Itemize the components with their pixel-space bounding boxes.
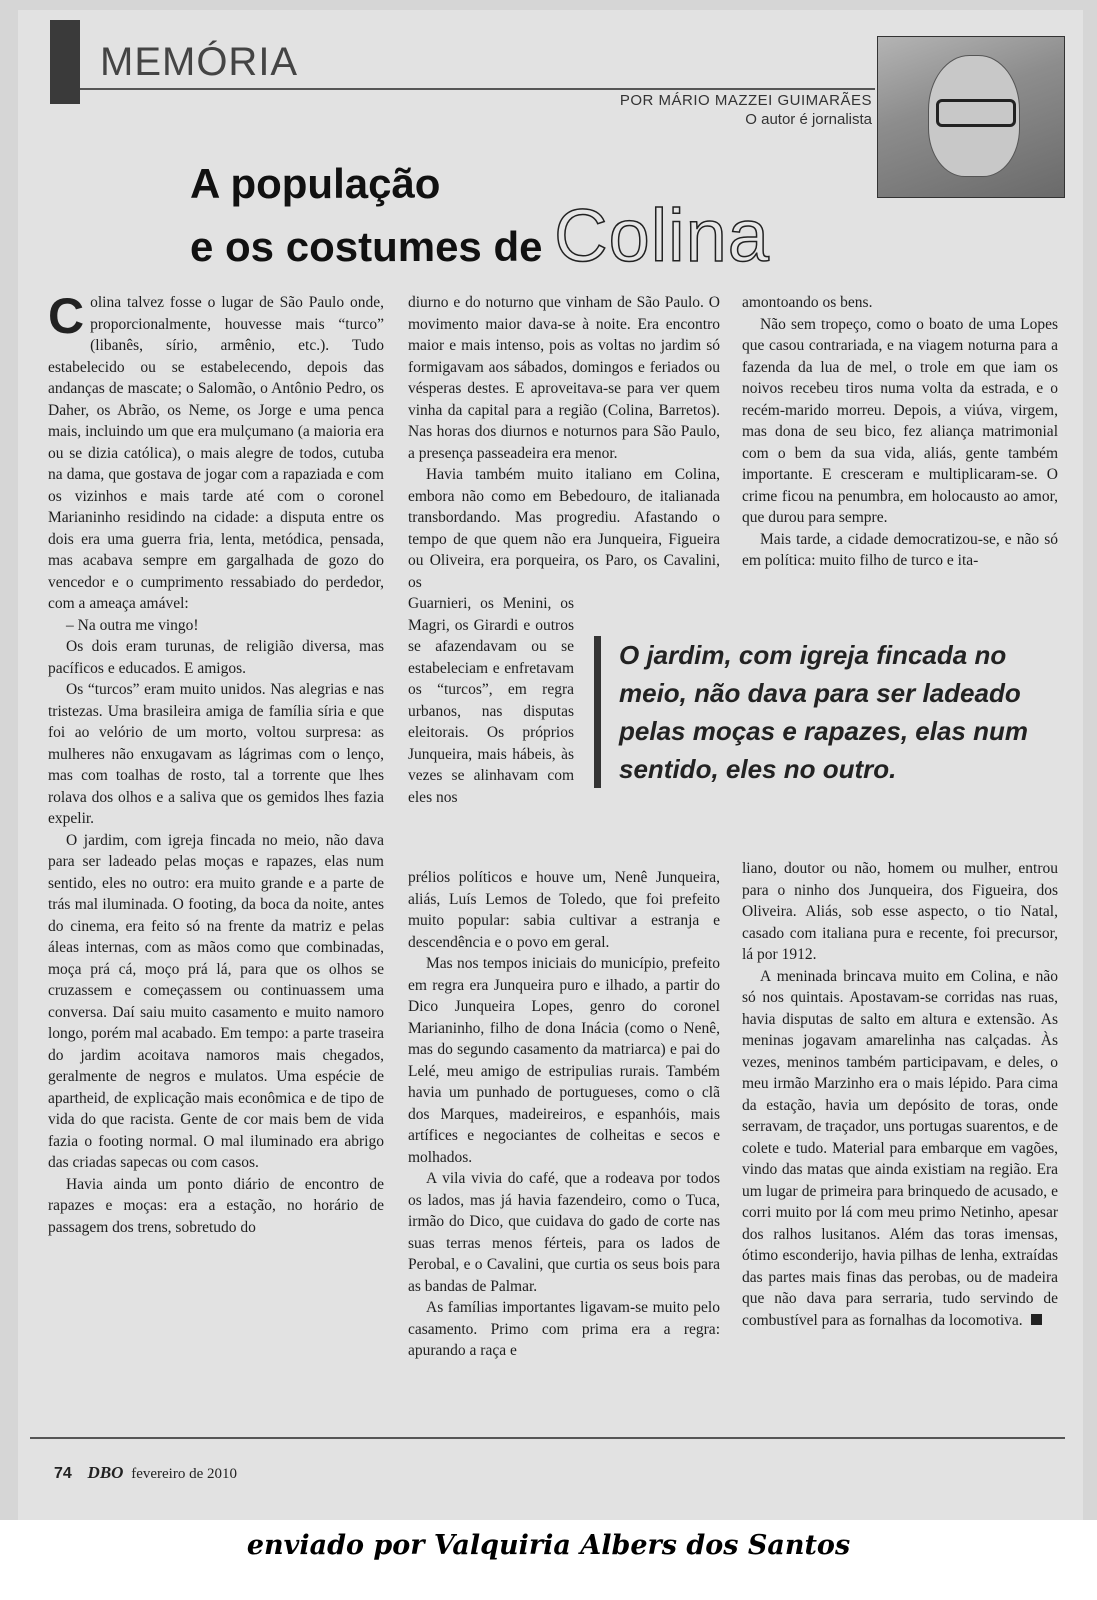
paragraph: O jardim, com igreja fincada no meio, não dava para ser ladeado pelas moças e rapazes, elas num sentido, eles no outro: era muito grande e a parte de trás mal iluminada. O footing, da boca da noite, antes do cinema, era feito só na frente da matriz e pelas áleas internas, com as mãos como que combinadas, moça prá cá, moço prá lá, para que os olhos se cruzassem e começassem ou continuassem uma conversa. Daí saiu muito casamento e muito namoro longo, porém mal acabado. Em tempo: a parte traseira do jardim acoitava namoros mais chegados, geralmente de negros e mulatos. Uma espécie de apartheid, de explicação mais econômica e de tipo de vida do que racista. Gente de cor mais bem de vida fazia o footing normal. O mal iluminado era abrigo das criadas sapecas ou com casos.	[48, 831, 384, 1171]
section-bar	[50, 20, 80, 104]
paragraph-text: A meninada brincava muito em Colina, e não só nos quintais. Apostavam-se corridas nas ruas, havia disputas de salto em altura e extensão. As meninas jogavam amarelinha nas calçadas. Às vezes, meninos também participavam, e deles, o meu irmão Marzinho era o mais lépido. Para cima da estação, havia um depósito de toras, onde serravam, de traçador, uns portugas suarentos, e de colete e tudo. Material para embarque em vagões, vindo das matas que ainda existiam na região. Era um lugar de primeira para brinquedo de acusado, e corri muito por lá com meu primo Netinho, apesar dos ralhos lusitanos. Além das toras imensas, ótimo esconderijo, havia pilhas de lenha, extraídas das partes mais finas das perobas, ou de madeira que não dava para serraria, tudo servindo de combustível para as fornalhas da locomotiva.	[742, 967, 1058, 1329]
paragraph: Não sem tropeço, como o boato de uma Lopes que casou contrariada, e na viagem noturna para a fazenda da lua de mel, o trole em que iam os noivos recebeu tiros numa volta da estrada, e o recém-marido morreu. Depois, a viúva, virgem, mas dona de seu bico, fez aliança matrimonial com o bem da sua vida, aliás, gente também importante. E cresceram e multiplicaram-se. O crime ficou na penumbra, em holocausto ao amor, que durou para sempre.	[742, 315, 1058, 526]
paragraph: Guarnieri, os Menini, os Magri, os Girardi e outros se afazendavam ou se estabeleciam e enfretavam os “turcos”, em regra urbanos, nas disputas eleitorais. Os próprios Junqueira, mais hábeis, às vezes se alinhavam com eles nos	[408, 595, 574, 806]
paragraph: Havia também muito italiano em Colina, embora não como em Bebedouro, de italianada transbordando. Mas progrediu. Afastando o tempo de que quem não era Junqueira, Figueira ou Oliveira, era porqueira, os Paro, os Cavalini, os	[408, 466, 720, 591]
issue-date: fevereiro de 2010	[131, 1466, 237, 1482]
headline-line1: A população	[190, 160, 441, 207]
author-photo	[877, 36, 1065, 198]
article-column-1	[48, 288, 384, 1238]
paragraph: Mas nos tempos iniciais do município, prefeito em regra era Junqueira puro e ilhado, a partir do Dico Junqueira Lopes, genro do coronel Marianinho, filho de dona Inácia (como o Nenê, mas do segundo casamento da matriarca) e pai do Lelé, meu amigo de estripulias rurais. Também havia um punhado de portugueses, como o clã dos Marques, madeireiros, e espanhóis, mais artífices e negociantes de colheitas e secos e molhados.	[408, 955, 720, 1166]
magazine-name: DBO	[87, 1463, 124, 1482]
dropcap: C	[48, 288, 85, 344]
pull-quote: O jardim, com igreja fincada no meio, não dava para ser ladeado pelas moças e rapazes, elas num sentido, eles no outro.	[594, 636, 1069, 788]
paragraph: liano, doutor ou não, homem ou mulher, entrou para o ninho dos Junqueira, dos Figueira, dos Oliveira. Aliás, sob esse aspecto, o tio Natal, casado com italiana pura e recente, foi precursor, lá por 1912.	[742, 860, 1058, 963]
paragraph: – Na outra me vingo!	[66, 616, 199, 634]
paragraph: Mais tarde, a cidade democratizou-se, e não só em política: muito filho de turco e ita-	[742, 530, 1058, 569]
article-column-3	[742, 292, 1058, 572]
paragraph	[48, 288, 384, 615]
author-role: O autor é jornalista	[745, 111, 872, 128]
top-rule	[80, 88, 875, 90]
end-mark	[1031, 1314, 1042, 1325]
byline	[620, 92, 872, 128]
credit-caption: enviado por Valquiria Albers dos Santos	[246, 1530, 851, 1561]
author-name: POR MÁRIO MAZZEI GUIMARÃES	[619, 92, 872, 109]
paragraph: A vila vivia do café, que a rodeava por todos os lados, mas já havia fazendeiro, como o Tuca, irmão do Dico, que cuidava do gado de corte nas suas terras menos férteis, para os lados de Perobal, e o Cavalini, que curtia os seus bois para as bandas de Palmar.	[408, 1170, 720, 1295]
paragraph: diurno e do noturno que vinham de São Paulo. O movimento maior dava-se à noite. Era encontro maior e mais intenso, pois as voltas no jardim só formigavam aos sábados, domingos e feriados ou vésperas destes. E aproveitava-se para ver quem vinha da capital para a região (Colina, Barretos). Nas horas dos diurnos e noturnos para São Paulo, a presença passeadeira era menor.	[408, 294, 720, 462]
paragraph: As famílias importantes ligavam-se muito pelo casamento. Primo com prima era a regra: apurando a raça e	[408, 1299, 720, 1359]
paragraph: Os dois eram turunas, de religião diversa, mas pacíficos e educados. E amigos.	[48, 638, 384, 677]
section-title: MEMÓRIA	[100, 40, 299, 84]
article-column-2-continued	[408, 867, 720, 1362]
author-glasses	[936, 99, 1016, 127]
headline-line2-text: e os costumes de	[190, 223, 543, 270]
page-number: 74	[54, 1465, 72, 1482]
headline	[190, 158, 770, 277]
paragraph	[742, 966, 1058, 1332]
article-column-3-continued	[742, 858, 1058, 1331]
paragraph: Havia ainda um ponto diário de encontro de rapazes e moças: era a estação, no horário de passagem dos trens, sobretudo do	[48, 1175, 384, 1236]
bottom-rule	[30, 1437, 1065, 1439]
paragraph: Os “turcos” eram muito unidos. Nas alegrias e nas tristezas. Uma brasileira amiga de família síria e que foi ao velório de um morto, voltou surpresa: as mulheres não enxugavam as lágrimas com o lenço, mas com toalhas de rosto, tal a torrente que lhes rolava dos olhos e a saliva que os gemidos lhes fazia expelir.	[48, 681, 384, 827]
headline-line2	[190, 194, 770, 277]
paragraph-text: olina talvez fosse o lugar de São Paulo onde, proporcionalmente, houvesse mais “turco” (libanês, sírio, armênio, etc.). Tudo estabelecido ou se estabelecendo, depois das andanças de mascate; o Salomão, o Antônio Pedro, os Daher, os Abrão, os Neme, os Jorge e uma penca mais, incluindo um que era mulçumano (a maioria era ou se dizia católica), o mais alegre de todos, cutuba na dama, que gostava de jogar com a rapaziada e com os vizinhos e mais tarde até com o coronel Marianinho residindo na cidade: a disputa entre os dois era uma guerra fria, lenta, metódica, pensada, mas acabava sempre em gargalhada de gozo do vencedor e o cumprimento ressabiado do perdedor, com a ameaça amável:	[48, 294, 384, 612]
footer	[54, 1463, 237, 1483]
headline-big-word: Colina	[554, 194, 770, 277]
paragraph: prélios políticos e houve um, Nenê Junqueira, aliás, Luís Lemos de Toledo, que foi prefeito muito popular: sabia cultivar a estranja e descendência e o povo em geral.	[408, 869, 720, 951]
paragraph: amontoando os bens.	[742, 294, 873, 311]
